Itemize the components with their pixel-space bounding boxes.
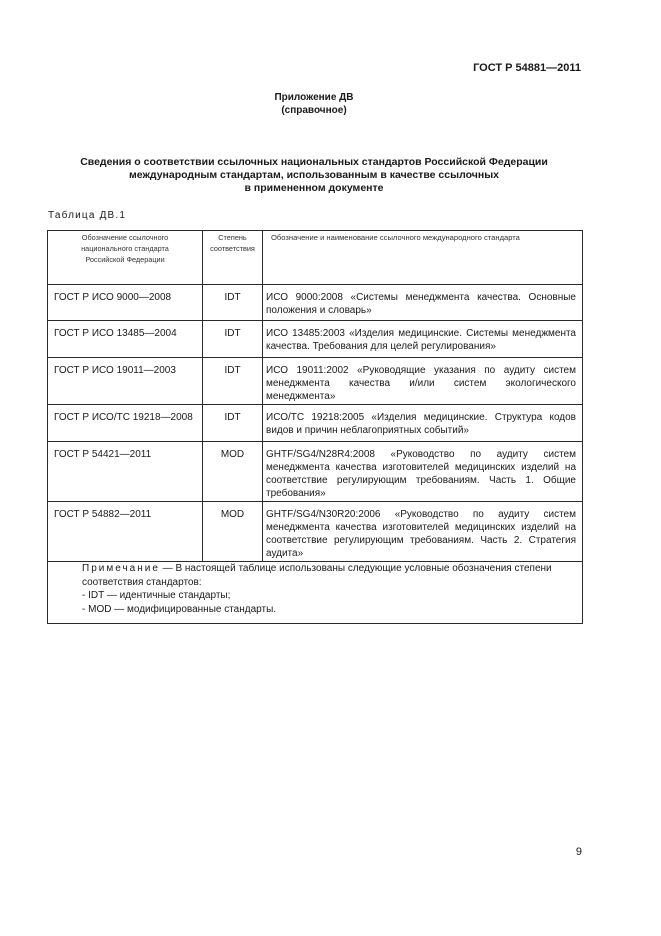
cell-international: GHTF/SG4/N28R4:2008 «Руководство по аудиту систем менеджмента качества изготовителей медицинских изделий на соответствие регулирующим требованиям. Часть 1. Общие требования» (263, 442, 583, 502)
appendix-subtitle: (справочное) (281, 105, 347, 116)
table-row (48, 405, 583, 442)
cell-degree: MOD (203, 502, 263, 562)
table-row (48, 502, 583, 562)
cell-national: ГОСТ Р ИСО 13485—2004 (48, 321, 203, 358)
cell-degree: IDT (203, 358, 263, 405)
note-text: — В настоящей таблице использованы следующие условные обозначения степени соответствия стандартов: (82, 563, 552, 588)
header-degree: Степень соответствия (203, 231, 263, 285)
cell-national: ГОСТ Р ИСО 9000—2008 (48, 285, 203, 321)
table-header-row (48, 231, 583, 285)
cell-national: ГОСТ Р 54421—2011 (48, 442, 203, 502)
title-line: Сведения о соответствии ссылочных национальных стандартов Российской Федерации (80, 156, 548, 168)
cell-national: ГОСТ Р ИСО 19011—2003 (48, 358, 203, 405)
cell-degree: IDT (203, 321, 263, 358)
cell-international: ИСО 9000:2008 «Системы менеджмента качества. Основные положения и словарь» (263, 285, 583, 321)
cell-degree: IDT (203, 405, 263, 442)
title-line: международным стандартам, использованным в качестве ссылочных (128, 169, 499, 181)
table-note (48, 562, 583, 624)
cell-national: ГОСТ Р ИСО/ТС 19218—2008 (48, 405, 203, 442)
cell-national: ГОСТ Р 54882—2011 (48, 502, 203, 562)
title-line: в примененном документе (244, 182, 384, 194)
cell-international: ИСО 19011:2002 «Руководящие указания по аудиту систем менеджмента качества и/или систем экологического менеджмента» (263, 358, 583, 405)
document-title (40, 156, 588, 195)
standard-designation: ГОСТ Р 54881—2011 (473, 62, 581, 74)
appendix-heading (0, 91, 628, 117)
table-row (48, 285, 583, 321)
table-label: Таблица ДВ.1 (48, 210, 127, 221)
cell-international: ИСО 13485:2003 «Изделия медицинские. Системы менеджмента качества. Требования для целей регулирования» (263, 321, 583, 358)
table-note-row (48, 562, 583, 624)
correspondence-table (47, 230, 583, 624)
appendix-title: Приложение ДВ (274, 92, 354, 103)
note-item: - IDT — идентичные стандарты; (82, 590, 231, 601)
page-number: 9 (575, 846, 582, 858)
cell-international: ИСО/ТС 19218:2005 «Изделия медицинские. Структура кодов видов и причин неблагоприятных событий» (263, 405, 583, 442)
note-label: Примечание (82, 563, 160, 574)
cell-degree: MOD (203, 442, 263, 502)
header-international-standard: Обозначение и наименование ссылочного международного стандарта (263, 231, 583, 285)
cell-international: GHTF/SG4/N30R20:2006 «Руководство по аудиту систем менеджмента качества изготовителей медицинских изделий на соответствие регулирующим требованиям. Часть 2. Стратегия аудита» (263, 502, 583, 562)
note-paragraph (82, 562, 574, 589)
table-row (48, 358, 583, 405)
table-row (48, 321, 583, 358)
table-row (48, 442, 583, 502)
note-item: - MOD — модифицированные стандарты. (82, 603, 277, 615)
cell-degree: IDT (203, 285, 263, 321)
header-national-standard: Обозначение ссылочного национального стандарта Российской Федерации (48, 231, 203, 285)
